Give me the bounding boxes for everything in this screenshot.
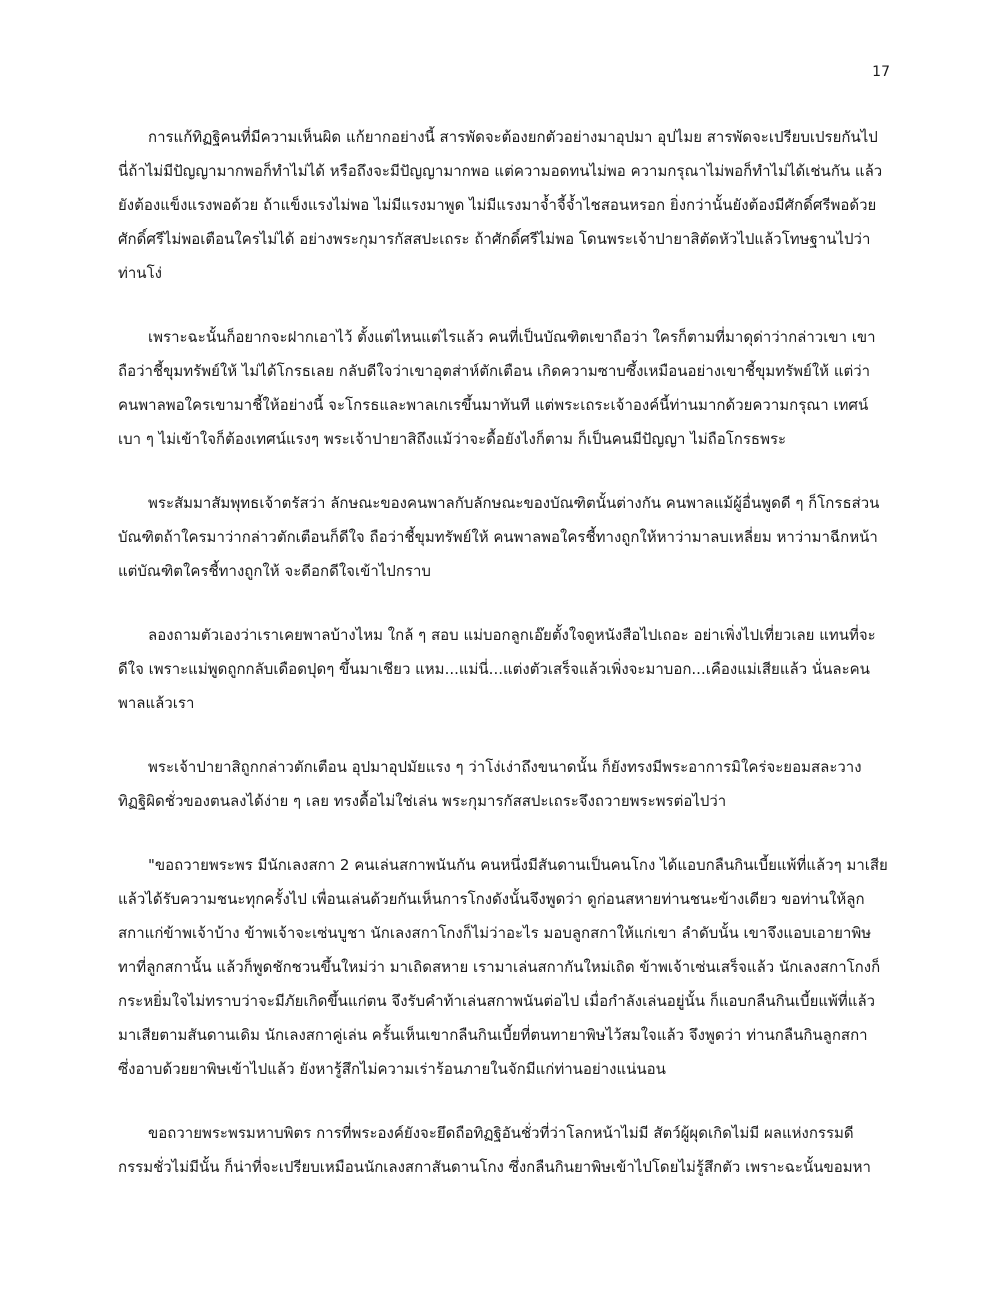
page-number: 17 [872, 64, 890, 80]
paragraph-4: ลองถามตัวเองว่าเราเคยพาลบ้างไหม ใกล้ ๆ สอบ แม่บอกลูกเอ๊ยตั้งใจดูหนังสือไปเถอะ อย่าเพิ่งไปเที่ยวเลย แทนที่จะดีใจ เพราะแม่พูดถูกกลับเดือดปุดๆ ขึ้นมาเชียว แหม...แม่นี่...แต่งตัวเสร็จแล้วเพิ่งจะมาบอก...เคืองแม่เสียแล้ว นั่นละคนพาลแล้วเรา [118, 626, 876, 712]
paragraph-1: การแก้ทิฏฐิคนที่มีความเห็นผิด แก้ยากอย่างนี้ สารพัดจะต้องยกตัวอย่างมาอุปมา อุปไมย สารพัดจะเปรียบเปรยกันไป นี่ถ้าไม่มีปัญญามากพอก็ทำไม่ได้ หรือถึงจะมีปัญญามากพอ แต่ความอดทนไม่พอ ความกรุณาไม่พอก็ทำไม่ได้เช่นกัน แล้วยังต้องแข็งแรงพอด้วย ถ้าแข็งแรงไม่พอ ไม่มีแรงมาพูด ไม่มีแรงมาจ้ำจี้จ้ำไชสอนหรอก ยิ่งกว่านั้นยังต้องมีศักดิ์ศรีพอด้วย ศักดิ์ศรีไม่พอเตือนใครไม่ได้ อย่างพระกุมารกัสสปะเถระ ถ้าศักดิ์ศรีไม่พอ โดนพระเจ้าปายาสิตัดหัวไปแล้วโทษฐานไปว่าท่านโง่ [118, 128, 883, 282]
paragraph-3: พระสัมมาสัมพุทธเจ้าตรัสว่า ลักษณะของคนพาลกับลักษณะของบัณฑิตนั้นต่างกัน คนพาลแม้ผู้อื่นพูดดี ๆ ก็โกรธส่วนบัณฑิตถ้าใครมาว่ากล่าวตักเตือนก็ดีใจ ถือว่าชี้ขุมทรัพย์ให้ คนพาลพอใครชี้ทางถูกให้หาว่ามาลบเหลี่ยม หาว่ามาฉีกหน้า แต่บัณฑิตใครชี้ทางถูกให้ จะดีอกดีใจเข้าไปกราบ [118, 494, 880, 580]
paragraph-6: "ขอถวายพระพร มีนักเลงสกา 2 คนเล่นสกาพนันกัน คนหนึ่งมีสันดานเป็นคนโกง ได้แอบกลืนกินเบี้ยแพ้ที่แล้วๆ มาเสียแล้วได้รับความชนะทุกครั้งไป เพื่อนเล่นด้วยกันเห็นการโกงดังนั้นจึงพูดว่า ดูก่อนสหายท่านชนะข้างเดียว ขอท่านให้ลูกสกาแก่ข้าพเจ้าบ้าง ข้าพเจ้าจะเซ่นบูชา นักเลงสกาโกงก็ไม่ว่าอะไร มอบลูกสกาให้แก่เขา ลำดับนั้น เขาจึงแอบเอายาพิษ ทาที่ลูกสกานั้น แล้วก็พูดชักชวนขึ้นใหม่ว่า มาเถิดสหาย เรามาเล่นสกากันใหม่เถิด ข้าพเจ้าเซ่นเสร็จแล้ว นักเลงสกาโกงก็กระหยิ่มใจไม่ทราบว่าจะมีภัยเกิดขึ้นแก่ตน จึงรับคำท้าเล่นสกาพนันต่อไป เมื่อกำลังเล่นอยู่นั้น ก็แอบกลืนกินเบี้ยแพ้ที่แล้วมาเสียตามสันดานเดิม นักเลงสกาคู่เล่น ครั้นเห็นเขากลืนกินเบี้ยที่ตนทายาพิษไว้สมใจแล้ว จึงพูดว่า ท่านกลืนกินลูกสกา ซึ่งอาบด้วยยาพิษเข้าไปแล้ว ยังหารู้สึกไม่ความเร่าร้อนภายในจักมีแก่ท่านอย่างแน่นอน [118, 856, 888, 1078]
paragraph-5: พระเจ้าปายาสิถูกกล่าวตักเตือน อุปมาอุปมัยแรง ๆ ว่าโง่เง่าถึงขนาดนั้น ก็ยังทรงมีพระอาการมิใคร่จะยอมสละวางทิฏฐิผิดชั่วของตนลงได้ง่าย ๆ เลย ทรงดื้อไม่ใช่เล่น พระกุมารกัสสปะเถระจึงถวายพระพรต่อไปว่า [118, 758, 862, 810]
document-body [118, 120, 888, 1214]
paragraph-7: ขอถวายพระพรมหาบพิตร การที่พระองค์ยังจะยึดถือทิฏฐิอันชั่วที่ว่าโลกหน้าไม่มี สัตว์ผู้ผุดเกิดไม่มี ผลแห่งกรรมดีกรรมชั่วไม่มีนั้น ก็น่าที่จะเปรียบเหมือนนักเลงสกาสันดานโกง ซึ่งกลืนกินยาพิษเข้าไปโดยไม่รู้สึกตัว เพราะฉะนั้นขอมหา [118, 1124, 871, 1176]
paragraph-2: เพราะฉะนั้นก็อยากจะฝากเอาไว้ ตั้งแต่ไหนแต่ไรแล้ว คนที่เป็นบัณฑิตเขาถือว่า ใครก็ตามที่มาดุด่าว่ากล่าวเขา เขาถือว่าชี้ขุมทรัพย์ให้ ไม่ได้โกรธเลย กลับดีใจว่าเขาอุตส่าห์ตักเตือน เกิดความซาบซึ้งเหมือนอย่างเขาชี้ขุมทรัพย์ให้ แต่ว่าคนพาลพอใครเขามาชี้ให้อย่างนี้ จะโกรธและพาลเกเรขึ้นมาทันที แต่พระเถระเจ้าองค์นี้ท่านมากด้วยความกรุณา เทศน์เบา ๆ ไม่เข้าใจก็ต้องเทศน์แรงๆ พระเจ้าปายาสิถึงแม้ว่าจะดื้อยังไงก็ตาม ก็เป็นคนมีปัญญา ไม่ถือโกรธพระ [118, 328, 876, 448]
